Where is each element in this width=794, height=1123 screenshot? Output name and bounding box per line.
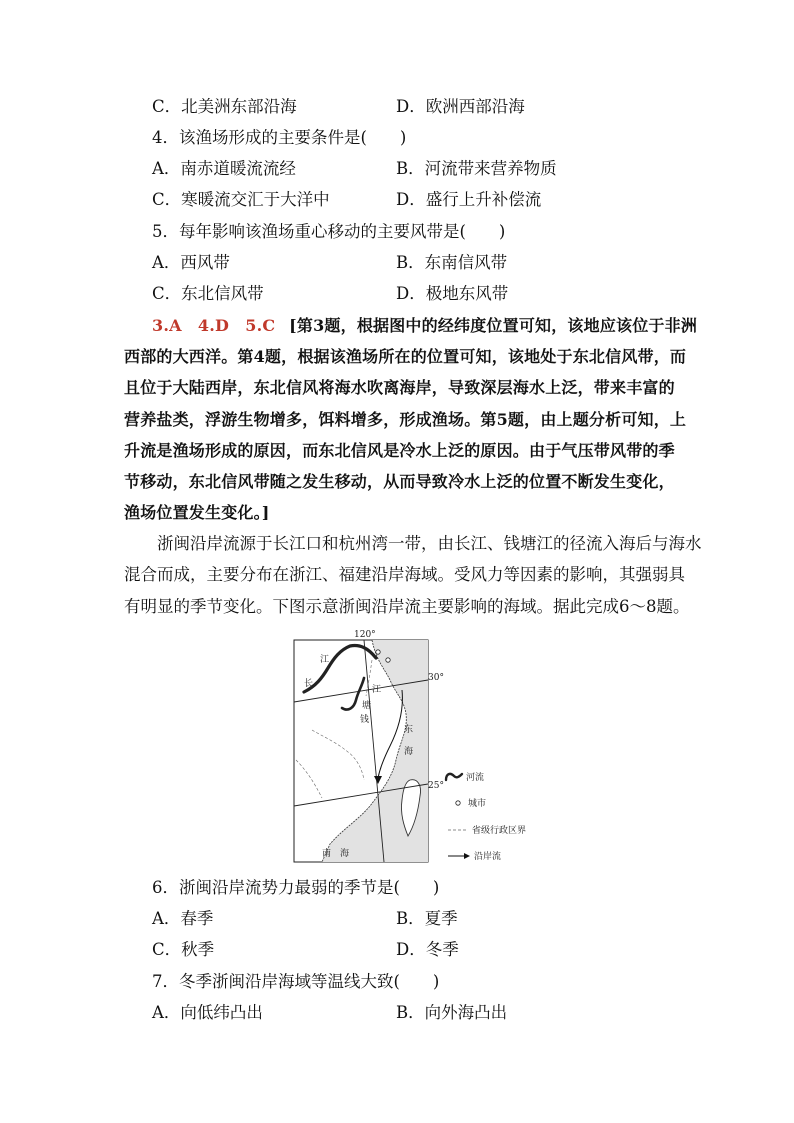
answer-line-7: 渔场位置发生变化。] xyxy=(124,503,270,522)
q6-option-a: A．春季 xyxy=(152,909,214,928)
legend-current-arrowhead xyxy=(464,853,470,859)
legend-river-label: 河流 xyxy=(466,773,485,783)
q6-option-c: C．秋季 xyxy=(152,940,215,959)
answer-line-3: 且位于大陆西岸，东北信风将海水吹离海岸，导致深层海水上泛，带来丰富的 xyxy=(124,378,675,397)
intro-line-1: 浙闽沿岸流源于长江口和杭州湾一带，由长江、钱塘江的径流入海后与海水 xyxy=(124,534,702,553)
city-marker-1 xyxy=(376,650,380,654)
legend-boundary-label: 省级行政区界 xyxy=(472,826,527,836)
q4-option-c: C．寒暖流交汇于大洋中 xyxy=(152,190,330,209)
q7-option-b: B．向外海凸出 xyxy=(396,1003,508,1022)
q3-option-d: D．欧洲西部沿海 xyxy=(396,97,525,116)
river-char-qian: 钱 xyxy=(360,715,370,725)
intro-line-2: 混合而成，主要分布在浙江、福建沿岸海域。受风力等因素的影响，其强弱具 xyxy=(124,565,685,584)
legend-city-icon xyxy=(456,801,460,805)
lon-label: 120° xyxy=(354,630,376,640)
lat30-label: 30° xyxy=(428,673,444,683)
legend-current-label: 沿岸流 xyxy=(474,852,502,862)
river-char-jiang1: 江 xyxy=(320,655,330,665)
sea-east-char-1: 东 xyxy=(404,725,414,735)
q5-stem: 5．每年影响该渔场重心移动的主要风带是( ) xyxy=(152,222,506,241)
q4-option-b: B．河流带来营养物质 xyxy=(396,159,557,178)
answer-line-1 xyxy=(152,316,697,336)
answer-line-6: 节移动，东北信风带随之发生移动，从而导致冷水上泛的位置不断发生变化， xyxy=(124,472,675,491)
river-char-jiang2: 江 xyxy=(372,685,382,695)
city-marker-2 xyxy=(386,658,390,662)
intro-line-3: 有明显的季节变化。下图示意浙闽沿岸流主要影响的海域。据此完成6～8题。 xyxy=(124,597,690,616)
answer-line-4: 营养盐类，浮游生物增多，饵料增多，形成渔场。第5题，由上题分析可知，上 xyxy=(124,410,687,429)
q5-option-a: A．西风带 xyxy=(152,253,230,272)
river-char-chang: 长 xyxy=(304,679,314,689)
answer-line-5: 升流是渔场形成的原因，而东北信风是冷水上泛的原因。由于气压带风带的季 xyxy=(124,441,675,460)
q4-stem: 4．该渔场形成的主要条件是( ) xyxy=(152,128,407,147)
sea-east-char-2: 海 xyxy=(404,747,414,757)
answer-line-2: 西部的大西洋。第4题，根据该渔场所在的位置可知，该地处于东北信风带，而 xyxy=(124,347,687,366)
q4-option-a: A．南赤道暖流流经 xyxy=(152,159,296,178)
lat25-label: 25° xyxy=(428,781,444,791)
river-char-tang: 塘 xyxy=(362,701,372,711)
q3-option-c: C．北美洲东部沿海 xyxy=(152,97,297,116)
q5-option-c: C．东北信风带 xyxy=(152,284,264,303)
q7-stem: 7．冬季浙闽沿岸海域等温线大致( ) xyxy=(152,972,440,991)
legend-city-label: 城市 xyxy=(468,799,487,809)
q7-option-a: A．向低纬凸出 xyxy=(152,1003,263,1022)
sea-south-label: 南 海 xyxy=(322,849,350,859)
answer-key: 3.A 4.D 5.C xyxy=(152,316,276,335)
q6-stem: 6．浙闽沿岸流势力最弱的季节是( ) xyxy=(152,878,440,897)
q5-option-d: D．极地东风带 xyxy=(396,284,509,303)
coastal-current-map xyxy=(292,630,538,866)
q6-option-d: D．冬季 xyxy=(396,940,459,959)
q4-option-d: D．盛行上升补偿流 xyxy=(396,190,542,209)
q6-option-b: B．夏季 xyxy=(396,909,458,928)
map-svg xyxy=(292,630,538,866)
answer-text-1: [第3题，根据图中的经纬度位置可知，该地应该位于非洲 xyxy=(289,316,698,335)
legend-river-icon xyxy=(446,774,462,780)
q5-option-b: B．东南信风带 xyxy=(396,253,508,272)
